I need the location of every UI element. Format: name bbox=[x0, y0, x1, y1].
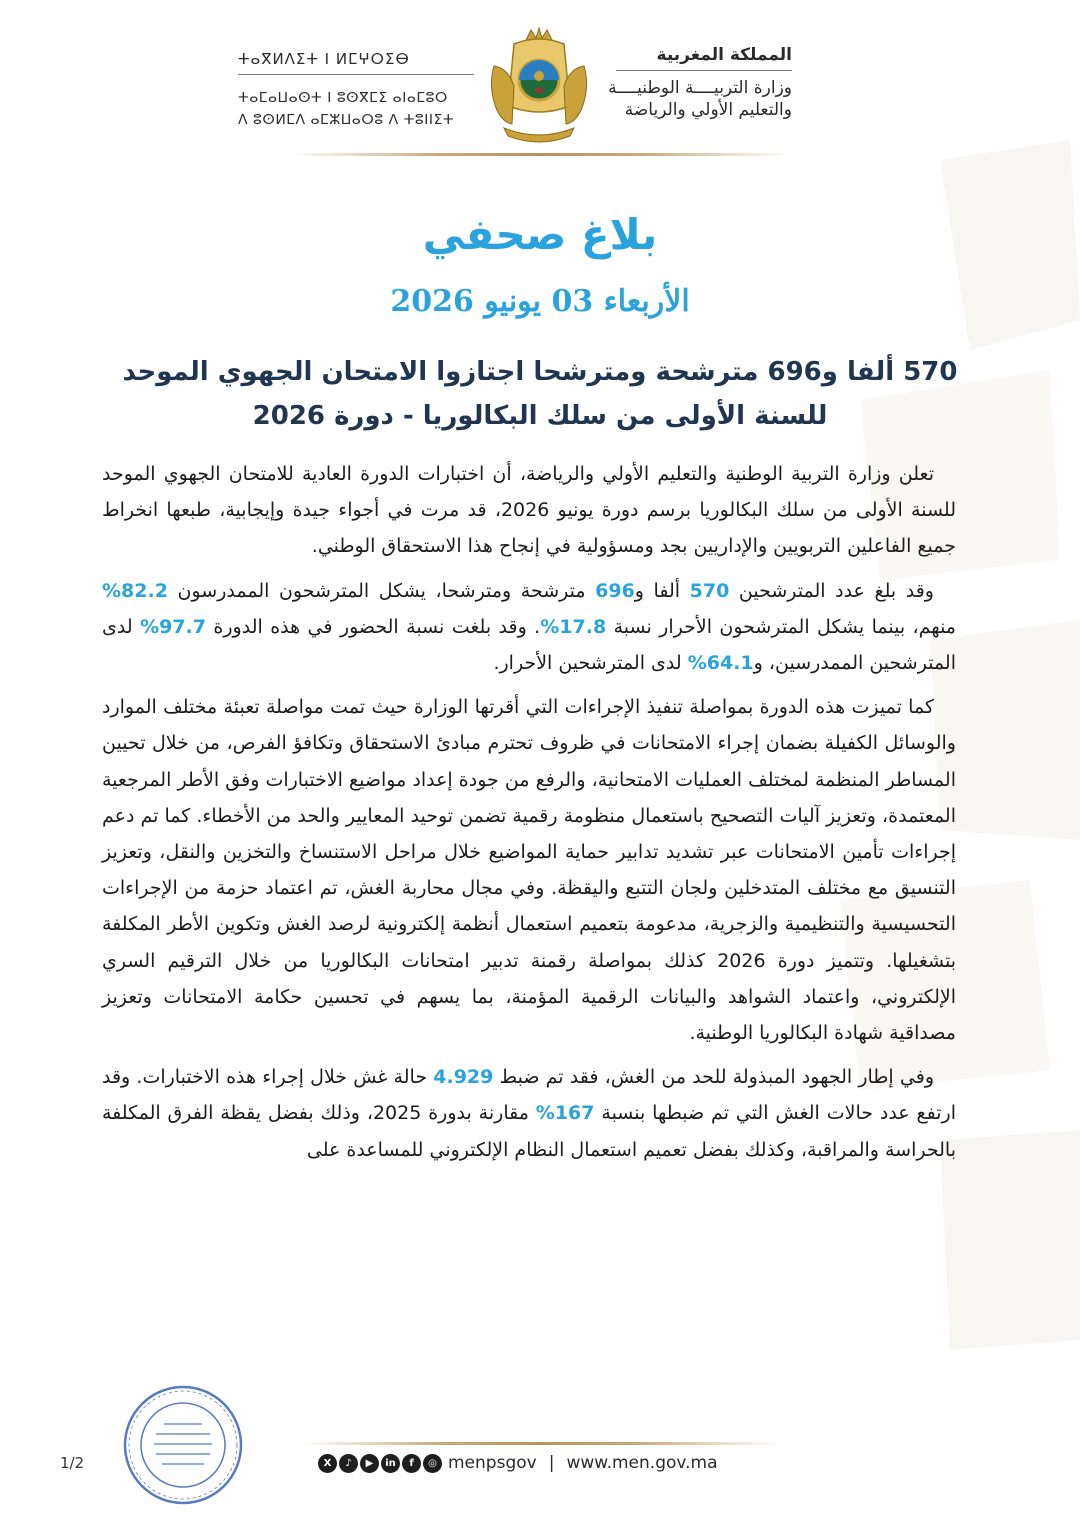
paragraph-2 bbox=[102, 573, 956, 682]
tifinagh-header bbox=[238, 48, 478, 131]
website-link[interactable]: www.men.gov.ma bbox=[566, 1453, 718, 1473]
paragraph-2-text: وقد بلغ عدد المترشحين bbox=[729, 579, 934, 602]
header-rule-right bbox=[616, 70, 792, 71]
kingdom-name: المملكة المغربية bbox=[656, 45, 792, 65]
paragraph-4-text: مقارنة بدورة 2025، وذلك بفضل يقظة الفرق المكلفة بالحراسة والمراقبة، وكذلك بفضل تعميم استعمال النظام الإلكتروني للمساعدة على bbox=[102, 1102, 956, 1161]
highlight-attendance-schooled: 97.7% bbox=[140, 615, 206, 638]
paragraph-4-text: حالة غش خلال إجراء هذه الاختبارات. وقد ارتفع عدد حالات الغش التي تم ضبطها بنسبة bbox=[102, 1066, 956, 1125]
headline-line1: 570 ألفا و696 مترشحة ومترشحا اجتازوا الامتحان الجهوي الموحد bbox=[122, 357, 958, 387]
official-stamp-icon bbox=[120, 1382, 246, 1508]
footer-separator: | bbox=[548, 1453, 555, 1473]
paragraph-1: تعلن وزارة التربية الوطنية والتعليم الأولي والرياضة، أن اختبارات الدورة العادية للامتحان الجهوي الموحد للسنة الأولى من سلك البكالوريا برسم دورة يونيو 2026، قد مرت في أجواء جيدة وإيجابية، طبعها انخراط جميع الفاعلين التربويين والإداريين بجد ومسؤولية في إنجاح هذا الاستحقاق الوطني. bbox=[102, 463, 956, 558]
paragraph-4 bbox=[102, 1059, 956, 1168]
paragraph-4-text: وفي إطار الجهود المبذولة للحد من الغش، فقد تم ضبط bbox=[493, 1066, 934, 1089]
social-icons bbox=[318, 1454, 442, 1473]
header-divider bbox=[290, 153, 790, 156]
highlight-fraud-cases: 4.929 bbox=[433, 1066, 494, 1089]
highlight-free-share: 17.8% bbox=[540, 615, 607, 638]
paragraph-2-text: مترشحة ومترشحا، يشكل المترشحون الممدرسون bbox=[167, 579, 596, 602]
coat-of-arms-icon bbox=[484, 26, 594, 144]
header-rule-left bbox=[238, 74, 474, 75]
headline bbox=[110, 350, 970, 438]
ministry-name-line1: وزارة التربيــــة الوطنيــــة bbox=[608, 78, 792, 98]
x-icon[interactable]: X bbox=[318, 1454, 337, 1473]
instagram-icon[interactable]: ◎ bbox=[423, 1454, 442, 1473]
highlight-fraud-increase: 167% bbox=[535, 1102, 595, 1125]
paragraph-2-text: منهم، بينما يشكل المترشحون الأحرار نسبة bbox=[606, 615, 956, 638]
ministry-name-line2: والتعليم الأولي والرياضة bbox=[624, 100, 792, 120]
highlight-candidates-thousands: 570 bbox=[689, 579, 730, 602]
tiktok-icon[interactable]: ♪ bbox=[339, 1454, 358, 1473]
facebook-icon[interactable]: f bbox=[402, 1454, 421, 1473]
arabic-header bbox=[608, 42, 792, 121]
highlight-candidates-units: 696 bbox=[595, 579, 635, 602]
paragraph-2-text: لدى المترشحين الأحرار. bbox=[493, 652, 688, 675]
page-number: 1/2 bbox=[60, 1454, 85, 1472]
tifinagh-ministry-line2: ⴷ ⵓⵙⵍⵎⴷ ⴰⵎⵣⵡⴰⵔⵓ ⴷ ⵜⵓⵏⵏⵉⵜ bbox=[238, 112, 455, 128]
press-release-body bbox=[102, 456, 956, 1176]
footer bbox=[318, 1452, 718, 1474]
paragraph-3: كما تميزت هذه الدورة بمواصلة تنفيذ الإجراءات التي أقرتها الوزارة حيث تمت مواصلة تعبئة مختلف الموارد والوسائل الكفيلة بضمان إجراء الامتحانات في ظروف تحترم مبادئ الاستحقاق وتكافؤ الفرص، من خلال تحيين المساطر المنظمة لمختلف العمليات الامتحانية، والرفع من جودة إعداد مواضيع الاختبارات وفق الأطر المرجعية المعتمدة، وتعزيز آليات التصحيح باستعمال منظومة رقمية تضمن توحيد المعايير والحد من الأخطاء. كما تم دعم إجراءات تأمين الامتحانات عبر تشديد تدابير حماية المواضيع خلال مراحل الاستنساخ والتخزين والنقل، وتعزيز التنسيق مع مختلف المتدخلين ولجان التتبع واليقظة. وفي مجال محاربة الغش، تم اعتماد حزمة من الإجراءات التحسيسية والتنظيمية والزجرية، مدعومة بتعميم استعمال أنظمة إلكترونية لرصد الغش وتكوين الأطر المكلفة بتشغيلها. وتتميز دورة 2026 كذلك بمواصلة رقمنة تدبير امتحانات البكالوريا من خلال الترقيم السري الإلكتروني، واعتماد الشواهد والبيانات الرقمية المؤمنة، بما يسهم في تحسين حكامة الامتحانات وتعزيز مصداقية شهادة البكالوريا الوطنية. bbox=[102, 696, 956, 1045]
paragraph-2-text: ألفا و bbox=[634, 579, 690, 602]
tifinagh-ministry-line1: ⵜⴰⵎⴰⵡⴰⵙⵜ ⵏ ⵓⵙⴳⵎⵉ ⴰⵏⴰⵎⵓⵔ bbox=[238, 90, 448, 106]
linkedin-icon[interactable]: in bbox=[381, 1454, 400, 1473]
social-handle[interactable]: menpsgov bbox=[448, 1453, 537, 1473]
highlight-schooled-share: 82.2% bbox=[102, 579, 168, 602]
paragraph-2-text: لدى المترشحين الممدرسين، و bbox=[102, 615, 956, 675]
headline-line2: للسنة الأولى من سلك البكالوريا - دورة 2026 bbox=[252, 401, 828, 431]
tifinagh-kingdom: ⵜⴰⴳⵍⴷⵉⵜ ⵏ ⵍⵎⵖⵔⵉⴱ bbox=[238, 50, 410, 68]
footer-divider bbox=[300, 1442, 780, 1445]
highlight-attendance-free: 64.1% bbox=[687, 652, 754, 675]
document-title: بلاغ صحفي bbox=[422, 210, 658, 259]
youtube-icon[interactable]: ▶ bbox=[360, 1454, 379, 1473]
document-date: الأربعاء 03 يونيو 2026 bbox=[390, 284, 690, 319]
paragraph-2-text: . وقد بلغت نسبة الحضور في هذه الدورة bbox=[206, 615, 541, 638]
